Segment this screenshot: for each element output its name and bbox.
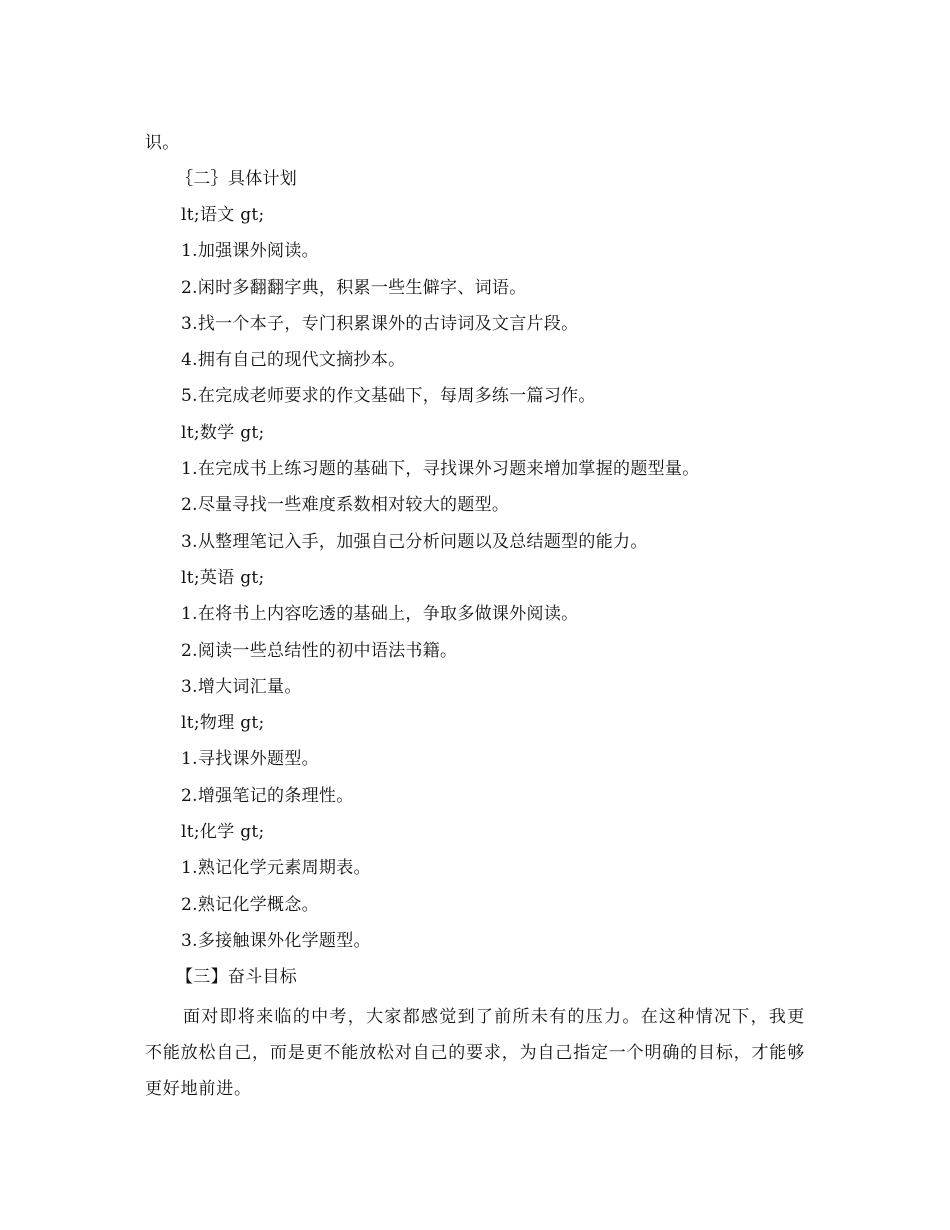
list-item: 4.拥有自己的现代文摘抄本。 — [181, 350, 406, 370]
list-item: 1.熟记化学元素周期表。 — [181, 858, 371, 878]
subject-heading-physics: lt;物理 gt; — [181, 713, 265, 733]
list-item: 3.找一个本子，专门积累课外的古诗词及文言片段。 — [181, 314, 579, 334]
list-item: 2.尽量寻找一些难度系数相对较大的题型。 — [181, 495, 510, 515]
list-item: 3.多接触课外化学题型。 — [181, 931, 371, 951]
section-heading-goals: 【三】奋斗目标 — [176, 967, 298, 987]
list-item: 1.在将书上内容吃透的基础上，争取多做课外阅读。 — [181, 604, 579, 624]
list-item: 3.增大词汇量。 — [181, 677, 302, 697]
list-item: 2.阅读一些总结性的初中语法书籍。 — [181, 641, 458, 661]
list-item: 2.闲时多翻翻字典，积累一些生僻字、词语。 — [181, 278, 527, 298]
section-heading-plan: ｛二｝具体计划 — [176, 169, 298, 189]
body-paragraph: 面对即将来临的中考，大家都感觉到了前所未有的压力。在这种情况下，我更不能放松自己，而是更不能放松对自己的要求，为自己指定一个明确的目标，才能够更好地前进。 — [145, 1007, 805, 1099]
list-item: 3.从整理笔记入手，加强自己分析问题以及总结题型的能力。 — [181, 532, 648, 552]
list-item: 5.在完成老师要求的作文基础下，每周多练一篇习作。 — [181, 386, 596, 406]
subject-heading-english: lt;英语 gt; — [181, 568, 265, 588]
subject-heading-chemistry: lt;化学 gt; — [181, 822, 265, 842]
list-item: 1.在完成书上练习题的基础下，寻找课外习题来增加掌握的题型量。 — [181, 459, 700, 479]
list-item: 2.增强笔记的条理性。 — [181, 786, 354, 806]
subject-heading-chinese: lt;语文 gt; — [181, 205, 265, 225]
list-item: 2.熟记化学概念。 — [181, 895, 319, 915]
text-line-continuation: 识。 — [145, 133, 180, 153]
list-item: 1.寻找课外题型。 — [181, 749, 319, 769]
list-item: 1.加强课外阅读。 — [181, 241, 319, 261]
subject-heading-math: lt;数学 gt; — [181, 423, 265, 443]
